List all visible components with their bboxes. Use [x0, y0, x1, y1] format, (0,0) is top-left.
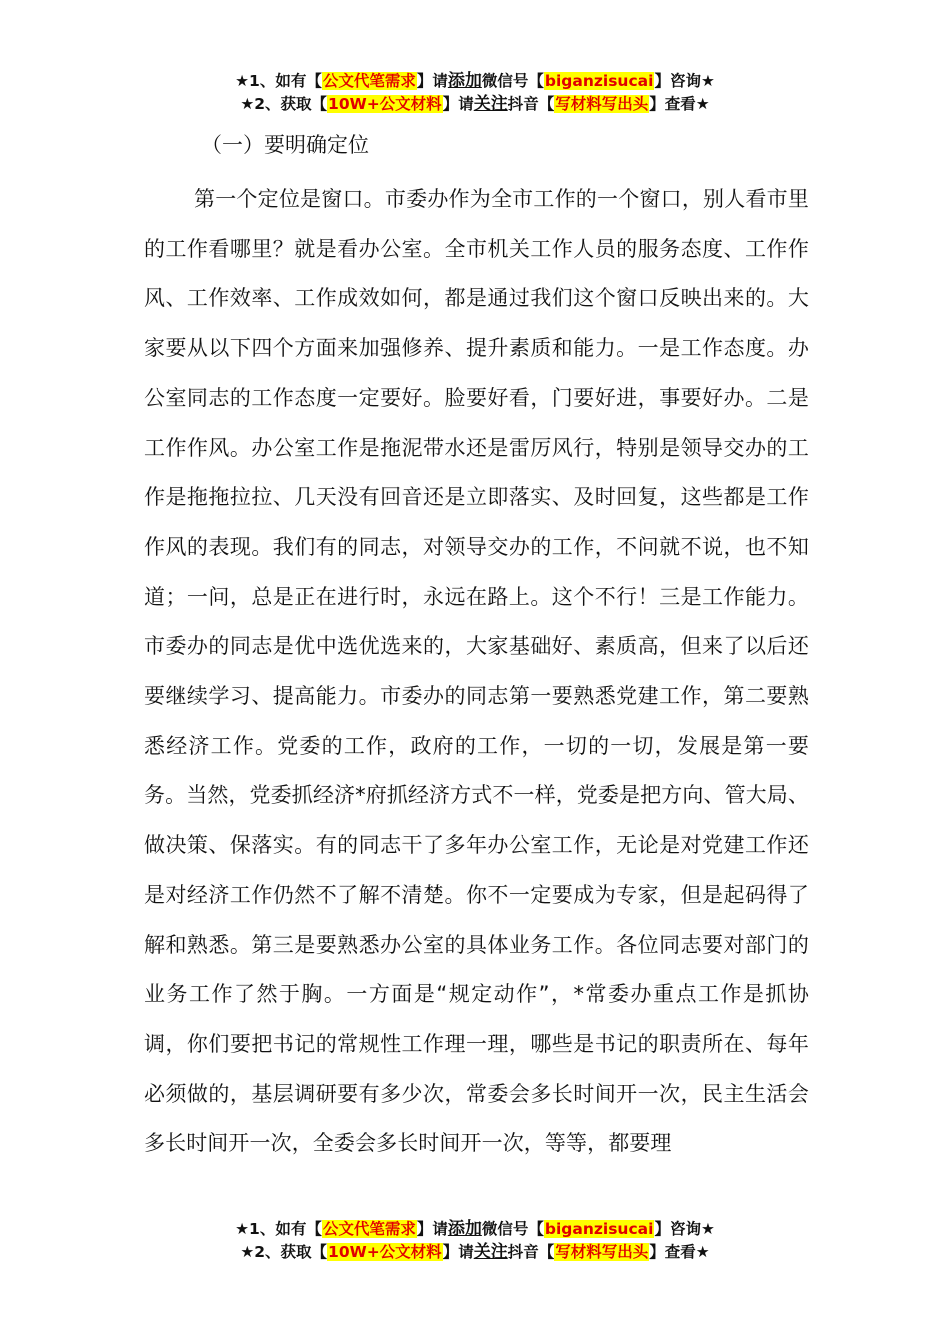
banner-highlight: biganzisucai — [544, 1220, 654, 1238]
banner-text: 】请 — [416, 1220, 448, 1238]
banner-highlight: 写材料写出头 — [555, 1243, 649, 1261]
banner-text: ★2、获取【 — [240, 95, 328, 113]
banner-text: 抖音【 — [507, 95, 555, 113]
banner-highlight: 写材料写出头 — [555, 95, 649, 113]
banner-text: 】查看★ — [649, 95, 710, 113]
banner-line-2 — [0, 1241, 950, 1264]
banner-highlight: 公文代笔需求 — [322, 1220, 416, 1238]
banner-text: 】查看★ — [649, 1243, 710, 1261]
banner-text: 】请 — [442, 1243, 474, 1261]
banner-text: 】咨询★ — [654, 1220, 715, 1238]
banner-line-1 — [0, 1218, 950, 1241]
banner-text: ★2、获取【 — [240, 1243, 328, 1261]
banner-text: 】请 — [442, 95, 474, 113]
banner-text: 微信号【 — [481, 72, 544, 90]
banner-emphasis: 添加 — [447, 71, 482, 91]
banner-emphasis: 添加 — [447, 1219, 482, 1239]
banner-highlight: 公文代笔需求 — [322, 72, 416, 90]
section-heading: （一）要明确定位 — [201, 133, 369, 157]
banner-text: 抖音【 — [507, 1243, 555, 1261]
banner-highlight: biganzisucai — [544, 72, 654, 90]
banner-emphasis: 关注 — [473, 94, 508, 114]
banner-text: ★1、如有【 — [235, 72, 322, 90]
document-body — [144, 120, 809, 1169]
body-paragraph: 第一个定位是窗口。市委办作为全市工作的一个窗口，别人看市里的工作看哪里？就是看办公室。全市机关工作人员的服务态度、工作作风、工作效率、工作成效如何，都是通过我们这个窗口反映出来的。大家要从以下四个方面来加强修养、提升素质和能力。一是工作态度。办公室同志的工作态度一定要好。脸要好看，门要好进，事要好办。二是工作作风。办公室工作是拖泥带水还是雷厉风行，特别是领导交办的工作是拖拖拉拉、几天没有回音还是立即落实、及时回复，这些都是工作作风的表现。我们有的同志，对领导交办的工作，不问就不说，也不知道；一问，总是正在进行时，永远在路上。这个不行！三是工作能力。市委办的同志是优中选优选来的，大家基础好、素质高，但来了以后还要继续学习、提高能力。市委办的同志第一要熟悉党建工作，第二要熟悉经济工作。党委的工作，政府的工作，一切的一切，发展是第一要务。当然，党委抓经济*府抓经济方式不一样，党委是把方向、管大局、做决策、保落实。有的同志干了多年办公室工作，无论是对党建工作还是对经济工作仍然不了解不清楚。你不一定要成为专家，但是起码得了解和熟悉。第三是要熟悉办公室的具体业务工作。各位同志要对部门的业务工作了然于胸。一方面是“规定动作”，*常委办重点工作是抓协调，你们要把书记的常规性工作理一理，哪些是书记的职责所在、每年必须做的，基层调研要有多少次，常委会多长时间开一次，民主生活会多长时间开一次，全委会多长时间开一次，等等，都要理 — [144, 187, 809, 1156]
banner-text: ★1、如有【 — [235, 1220, 322, 1238]
top-banner — [0, 70, 950, 116]
banner-text: 】咨询★ — [654, 72, 715, 90]
banner-line-1 — [0, 70, 950, 93]
banner-text: 】请 — [416, 72, 448, 90]
banner-highlight: 10W+公文材料 — [328, 95, 442, 113]
banner-highlight: 10W+公文材料 — [328, 1243, 442, 1261]
banner-line-2 — [0, 93, 950, 116]
banner-emphasis: 关注 — [473, 1242, 508, 1262]
banner-text: 微信号【 — [481, 1220, 544, 1238]
bottom-banner — [0, 1218, 950, 1264]
